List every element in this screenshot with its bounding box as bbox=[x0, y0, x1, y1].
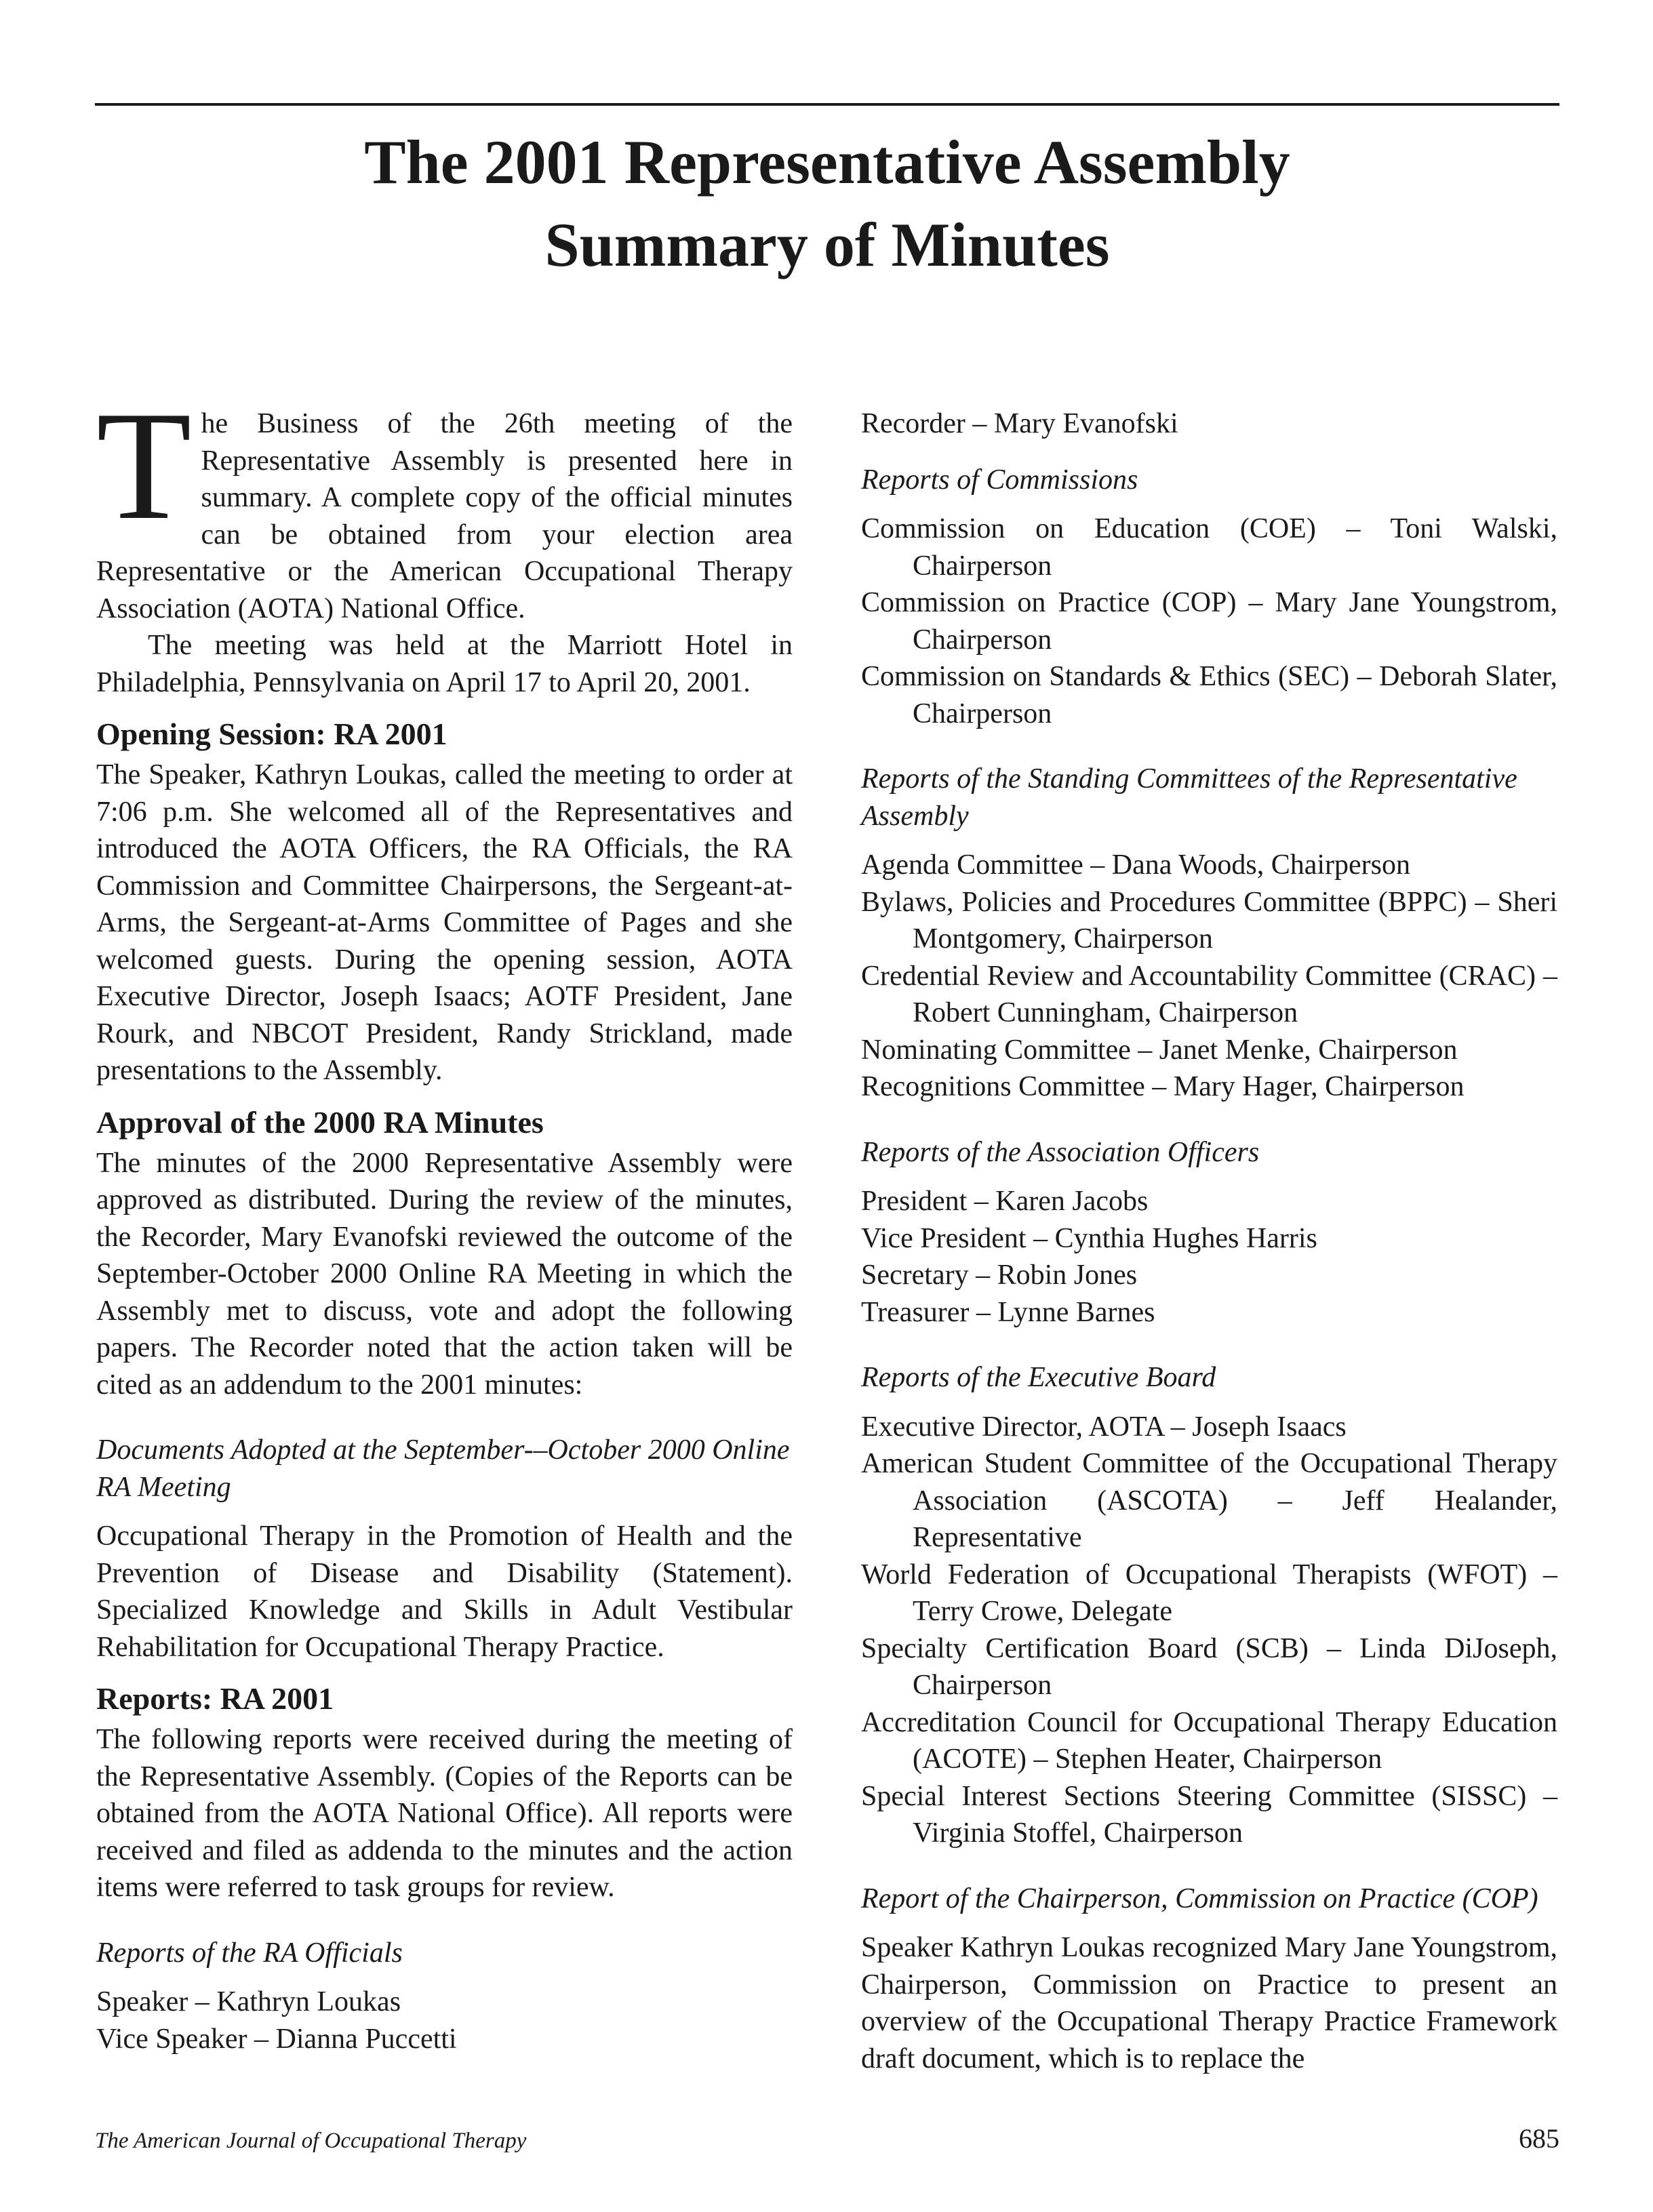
list-item: Commission on Education (COE) – Toni Walski, Chairperson bbox=[861, 513, 1557, 582]
top-rule bbox=[95, 103, 1559, 106]
intro-text: he Business of the 26th meeting of the Representative Assembly is presented here in summary. A complete copy of the official minutes can be obtained from your election area Representative or the American Occupational Therapy Association (AOTA) National Office. bbox=[96, 408, 793, 624]
list-item: Accreditation Council for Occupational Therapy Education (ACOTE) – Stephen Heater, Chairperson bbox=[861, 1706, 1557, 1775]
intro-paragraph bbox=[96, 379, 793, 627]
opening-session-heading: Opening Session: RA 2001 bbox=[96, 717, 447, 751]
list-item: World Federation of Occupational Therapists (WFOT) – Terry Crowe, Delegate bbox=[861, 1559, 1557, 1627]
list-item: Bylaws, Policies and Procedures Committee (BPPC) – Sheri Montgomery, Chairperson bbox=[861, 886, 1557, 954]
executive-board-subheading: Reports of the Executive Board bbox=[861, 1362, 1216, 1393]
reports-text: The following reports were received during the meeting of the Representative Assembly. (Copies of the Reports can be obtained from the AOTA National Office). All reports were received and filed as addenda to the minutes and the action items were referred to task groups for review. bbox=[96, 1724, 793, 1903]
cop-report-subheading: Report of the Chairperson, Commission on Practice (COP) bbox=[861, 1883, 1538, 1914]
list-item: Recorder – Mary Evanofski bbox=[861, 408, 1178, 439]
title-line-1: The 2001 Representative Assembly bbox=[364, 127, 1290, 197]
right-column bbox=[861, 405, 1557, 2077]
list-item: Credential Review and Accountability Committee (CRAC) – Robert Cunningham, Chairperson bbox=[861, 960, 1557, 1028]
list-item: President – Karen Jacobs bbox=[861, 1186, 1149, 1217]
documents-adopted-subheading: Documents Adopted at the September-–October 2000 Online RA Meeting bbox=[96, 1434, 790, 1503]
list-item: Commission on Practice (COP) – Mary Jane Youngstrom, Chairperson bbox=[861, 587, 1557, 656]
list-item: Nominating Committee – Janet Menke, Chairperson bbox=[861, 1034, 1458, 1066]
page-number: 685 bbox=[1519, 2123, 1559, 2154]
list-item: Recognitions Committee – Mary Hager, Chairperson bbox=[861, 1071, 1465, 1102]
list-item: Speaker – Kathryn Loukas bbox=[96, 1986, 401, 2017]
officers-subheading: Reports of the Association Officers bbox=[861, 1136, 1260, 1168]
page-title bbox=[95, 121, 1559, 286]
list-item: Executive Director, AOTA – Joseph Isaacs bbox=[861, 1411, 1347, 1443]
meeting-location-paragraph: The meeting was held at the Marriott Hotel in Philadelphia, Pennsylvania on April 17 to April 20, 2001. bbox=[96, 630, 793, 698]
cop-report-text: Speaker Kathryn Loukas recognized Mary Jane Youngstrom, Chairperson, Commission on Practice to present an overview of the Occupational Therapy Practice Framework draft document, which is to replace the bbox=[861, 1932, 1557, 2074]
list-item: Special Interest Sections Steering Committee (SISSC) – Virginia Stoffel, Chairperson bbox=[861, 1780, 1557, 1849]
title-line-2: Summary of Minutes bbox=[544, 210, 1110, 279]
approval-text: The minutes of the 2000 Representative Assembly were approved as distributed. During the review of the minutes, the Recorder, Mary Evanofski reviewed the outcome of the September-October 2000 Online RA Meeting in which the Assembly met to discuss, vote and adopt the following papers. The Recorder noted that the action taken will be cited as an addendum to the 2001 minutes: bbox=[96, 1147, 793, 1401]
list-item: American Student Committee of the Occupational Therapy Association (ASCOTA) – Jeff Healander, Representative bbox=[861, 1448, 1557, 1553]
list-item: Specialty Certification Board (SCB) – Linda DiJoseph, Chairperson bbox=[861, 1632, 1557, 1701]
list-item: Vice President – Cynthia Hughes Harris bbox=[861, 1222, 1317, 1254]
list-item: Secretary – Robin Jones bbox=[861, 1260, 1138, 1291]
standing-committees-subheading: Reports of the Standing Committees of the Representative Assembly bbox=[861, 763, 1517, 832]
list-item: Treasurer – Lynne Barnes bbox=[861, 1296, 1155, 1328]
commissions-subheading: Reports of Commissions bbox=[861, 464, 1138, 496]
opening-session-text: The Speaker, Kathryn Loukas, called the meeting to order at 7:06 p.m. She welcomed all of the Representatives and introduced the AOTA Officers, the RA Officials, the RA Commission and Committee Chairpersons, the Sergeant-at-Arms, the Sergeant-at-Arms Committee of Pages and she welcomed guests. During the opening session, AOTA Executive Director, Joseph Isaacs; AOTF President, Jane Rourk, and NBCOT President, Randy Strickland, made presentations to the Assembly. bbox=[96, 759, 793, 1086]
list-item: Agenda Committee – Dana Woods, Chairperson bbox=[861, 849, 1411, 881]
ra-officials-subheading: Reports of the RA Officials bbox=[96, 1937, 403, 1969]
journal-name: The American Journal of Occupational Therapy bbox=[95, 2129, 527, 2153]
reports-heading: Reports: RA 2001 bbox=[96, 1681, 334, 1716]
list-item: Commission on Standards & Ethics (SEC) – Deborah Slater, Chairperson bbox=[861, 661, 1557, 729]
drop-cap: T bbox=[96, 379, 192, 552]
approval-heading: Approval of the 2000 RA Minutes bbox=[96, 1104, 544, 1140]
left-column bbox=[96, 379, 793, 2057]
documents-adopted-text: Occupational Therapy in the Promotion of Health and the Prevention of Disease and Disability (Statement). Specialized Knowledge and Skills in Adult Vestibular Rehabilitation for Occupational Therapy Practice. bbox=[96, 1521, 793, 1663]
list-item: Vice Speaker – Dianna Puccetti bbox=[96, 2023, 457, 2055]
